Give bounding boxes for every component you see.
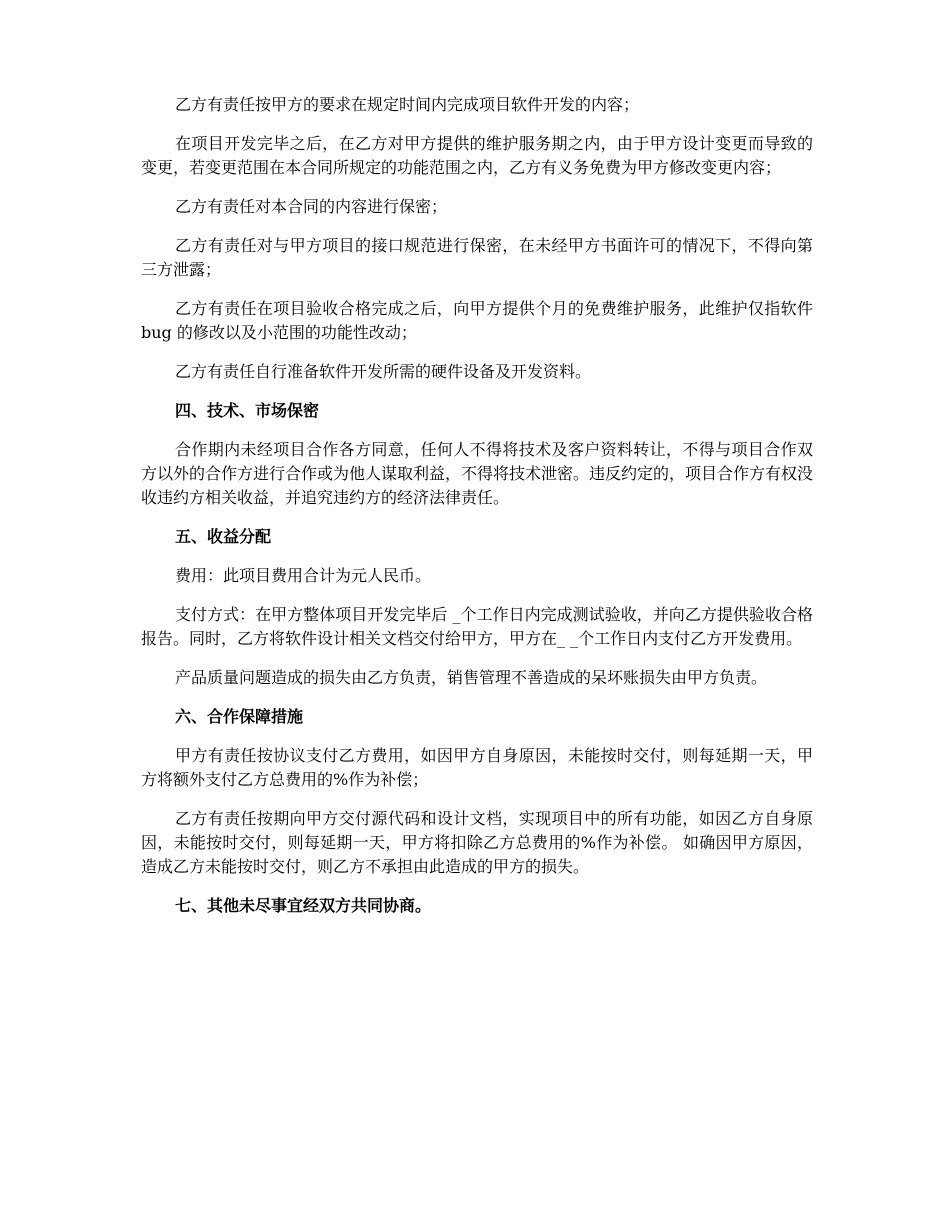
- section-heading-confidentiality: 四、技术、市场保密: [175, 401, 320, 420]
- paragraph-payment-method: 支付方式：在甲方整体项目开发完毕后 _个工作日内完成测试验收，并向乙方提供验收合格报告。同时，乙方将软件设计相关文档交付给甲方，甲方在_ _个工作日内支付乙方开发费用。: [141, 605, 813, 648]
- paragraph-fee: 费用：此项目费用合计为元人民币。: [175, 566, 432, 585]
- section-heading-revenue: 五、收益分配: [175, 527, 272, 546]
- paragraph-obligation-contract-confidentiality: 乙方有责任对本合同的内容进行保密；: [175, 197, 448, 216]
- paragraph-obligation-hardware: 乙方有责任自行准备软件开发所需的硬件设备及开发资料。: [175, 362, 592, 381]
- paragraph-obligation-interface-confidentiality: 乙方有责任对与甲方项目的接口规范进行保密，在未经甲方书面许可的情况下，不得向第三方泄露；: [141, 236, 813, 279]
- paragraph-obligation-maintenance: 乙方有责任在项目验收合格完成之后，向甲方提供个月的免费维护服务，此维护仅指软件 bug 的修改以及小范围的功能性改动；: [141, 299, 813, 342]
- paragraph-party-a-payment-guarantee: 甲方有责任按协议支付乙方费用，如因甲方自身原因，未能按时交付，则每延期一天，甲方将额外支付乙方总费用的%作为补偿；: [141, 746, 813, 789]
- paragraph-confidentiality-terms: 合作期内未经项目合作各方同意，任何人不得将技术及客户资料转让，不得与项目合作双方以外的合作方进行合作或为他人谋取利益，不得将技术泄密。违反约定的，项目合作方有权没收违约方相关收益，并追究违约方的经济法律责任。: [141, 440, 814, 507]
- section-heading-guarantees: 六、合作保障措施: [175, 707, 304, 726]
- paragraph-obligation-free-changes: 在项目开发完毕之后，在乙方对甲方提供的维护服务期之内，由于甲方设计变更而导致的变更，若变更范围在本合同所规定的功能范围之内，乙方有义务免费为甲方修改变更内容；: [141, 134, 813, 177]
- paragraph-party-b-delivery-guarantee: 乙方有责任按期向甲方交付源代码和设计文档，实现项目中的所有功能，如因乙方自身原因，未能按时交付，则每延期一天，甲方将扣除乙方总费用的%作为补偿。 如确因甲方原因，造成乙方未能按时交付，则乙方不承担由此造成的甲方的损失。: [141, 809, 813, 876]
- document-body: [141, 93, 813, 933]
- paragraph-loss-liability: 产品质量问题造成的损失由乙方负责，销售管理不善造成的呆坏账损失由甲方负责。: [175, 668, 768, 687]
- paragraph-obligation-complete-development: 乙方有责任按甲方的要求在规定时间内完成项目软件开发的内容；: [175, 95, 640, 114]
- section-heading-other-matters: 七、其他未尽事宜经双方共同协商。: [175, 896, 432, 915]
